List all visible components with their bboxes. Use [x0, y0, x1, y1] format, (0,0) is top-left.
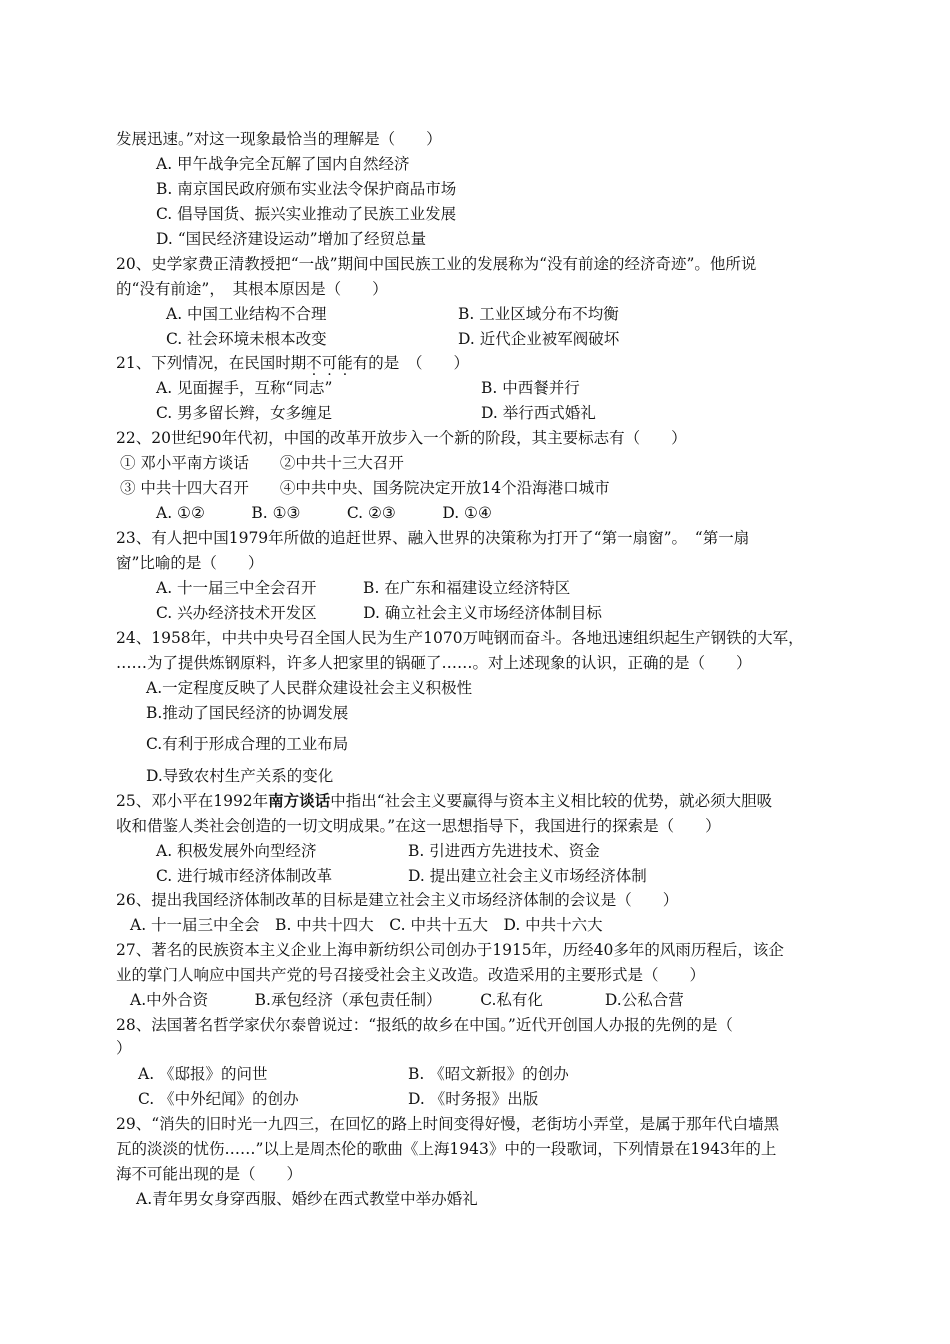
q19-option-d: D. “国民经济建设运动”增加了经贸总量 [156, 230, 427, 248]
q29-stem-line2: 瓦的淡淡的忧伤……”以上是周杰伦的歌曲《上海1943》中的一段歌词，下列情景在1943年的上 [116, 1140, 777, 1158]
q29-stem-line1: 29、“消失的旧时光一九四三，在回忆的路上时间变得好慢，老街坊小弄堂，是属于那年代白墙黑 [116, 1115, 780, 1133]
q24-option-b: B.推动了国民经济的协调发展 [146, 704, 349, 722]
q24-option-a: A.一定程度反映了人民群众建设社会主义积极性 [146, 679, 473, 697]
q28-option-a: A. 《邸报》的问世 [138, 1065, 268, 1083]
q24-option-c: C.有利于形成合理的工业布局 [146, 735, 349, 753]
q19-stem-tail: 发展迅速。”对这一现象最恰当的理解是（ ） [116, 130, 442, 148]
q21-stem-pre: 21、下列情况，在民国时期 [116, 354, 307, 372]
q28-stem-line1: 28、法国著名哲学家伏尔泰曾说过：“报纸的故乡在中国。”近代开创国人办报的先例的是（ [116, 1016, 733, 1034]
q20-stem-line2: 的“没有前途”， 其根本原因是（ ） [116, 280, 388, 298]
q21-option-a: A. 见面握手，互称“同志” [156, 379, 333, 397]
q20-option-a: A. 中国工业结构不合理 [166, 305, 327, 323]
q25-stem-post: 中指出“社会主义要赢得与资本主义相比较的优势，就必须大胆吸 [330, 792, 773, 810]
q21-option-b: B. 中西餐并行 [481, 379, 580, 397]
q28-option-c: C. 《中外纪闻》的创办 [138, 1090, 299, 1108]
q24-option-d: D.导致农村生产关系的变化 [146, 767, 334, 785]
q25-option-b: B. 引进西方先进技术、资金 [408, 842, 600, 860]
q25-stem-pre: 25、邓小平在1992年 [116, 792, 269, 810]
q24-stem-line1: 24、1958年，中共中央号召全国人民为生产1070万吨钢而奋斗。各地迅速组织起生产钢铁的大军， [116, 629, 804, 647]
q25-stem-line2: 收和借鉴人类社会创造的一切文明成果。”在这一思想指导下，我国进行的探索是（ ） [116, 817, 721, 835]
q29-stem-line3: 海不可能出现的是（ ） [116, 1165, 303, 1183]
q25-option-d: D. 提出建立社会主义市场经济体制 [408, 867, 647, 885]
q25-stem-bold: 南方谈话 [268, 791, 331, 810]
q26-options: A. 十一届三中全会 B. 中共十四大 C. 中共十五大 D. 中共十六大 [130, 916, 603, 934]
q25-stem-line1 [116, 791, 772, 811]
q23-stem-line1: 23、有人把中国1979年所做的追赶世界、融入世界的决策称为打开了“第一扇窗”。 “第一扇 [116, 529, 750, 547]
q29-option-a: A.青年男女身穿西服、婚纱在西式教堂中举办婚礼 [136, 1190, 478, 1208]
q24-stem-line2: ……为了提供炼钢原料，许多人把家里的锅砸了……。对上述现象的认识，正确的是（ ） [116, 654, 752, 672]
q28-stem-line2: ） [116, 1039, 132, 1057]
q20-stem-line1: 20、史学家费正清教授把“一战”期间中国民族工业的发展称为“没有前途的经济奇迹”。他所说 [116, 255, 757, 273]
q20-option-c: C. 社会环境未根本改变 [166, 330, 327, 348]
q22-stem: 22、20世纪90年代初，中国的改革开放步入一个新的阶段，其主要标志有（ ） [116, 429, 687, 447]
q22-options: A. ①② B. ①③ C. ②③ D. ①④ [156, 504, 492, 522]
q23-options-row1: A. 十一届三中全会召开 B. 在广东和福建设立经济特区 [156, 579, 571, 597]
emphasis-char-2: 可 [321, 354, 338, 372]
q28-option-b: B. 《昭文新报》的创办 [408, 1065, 569, 1083]
q19-option-b: B. 南京国民政府颁布实业法令保护商品市场 [156, 180, 457, 198]
q27-stem-line1: 27、著名的民族资本主义企业上海申新纺织公司创办于1915年，历经40多年的风雨历程后，该企 [116, 941, 784, 959]
emphasis-char-3: 能 [337, 354, 353, 372]
q20-option-b: B. 工业区域分布不均衡 [458, 305, 619, 323]
q19-option-a: A. 甲午战争完全瓦解了国内自然经济 [156, 155, 410, 173]
q26-stem: 26、提出我国经济体制改革的目标是建立社会主义市场经济体制的会议是（ ） [116, 891, 679, 909]
q25-option-a: A. 积极发展外向型经济 [156, 842, 317, 860]
q23-options-row2: C. 兴办经济技术开发区 D. 确立社会主义市场经济体制目标 [156, 604, 602, 622]
q21-option-d: D. 举行西式婚礼 [481, 404, 596, 422]
q21-option-c: C. 男多留长辫，女多缠足 [156, 404, 333, 422]
emphasis-char-1: 不 [306, 354, 322, 372]
q28-option-d: D. 《时务报》出版 [408, 1090, 539, 1108]
q21-stem-post: 有的是 （ ） [352, 354, 470, 372]
q27-options: A.中外合资 B.承包经济（承包责任制） C.私有化 D.公私合营 [130, 991, 684, 1009]
q22-items-1: ① 邓小平南方谈话 ②中共十三大召开 [120, 454, 404, 472]
q27-stem-line2: 业的掌门人响应中国共产党的号召接受社会主义改造。改造采用的主要形式是（ ） [116, 966, 706, 984]
q25-option-c: C. 进行城市经济体制改革 [156, 867, 333, 885]
q23-stem-line2: 窗”比喻的是（ ） [116, 554, 264, 572]
q19-option-c: C. 倡导国货、振兴实业推动了民族工业发展 [156, 205, 457, 223]
q21-stem [116, 353, 469, 373]
q20-option-d: D. 近代企业被军阀破坏 [458, 330, 620, 348]
q22-items-2: ③ 中共十四大召开 ④中共中央、国务院决定开放14个沿海港口城市 [120, 479, 610, 497]
